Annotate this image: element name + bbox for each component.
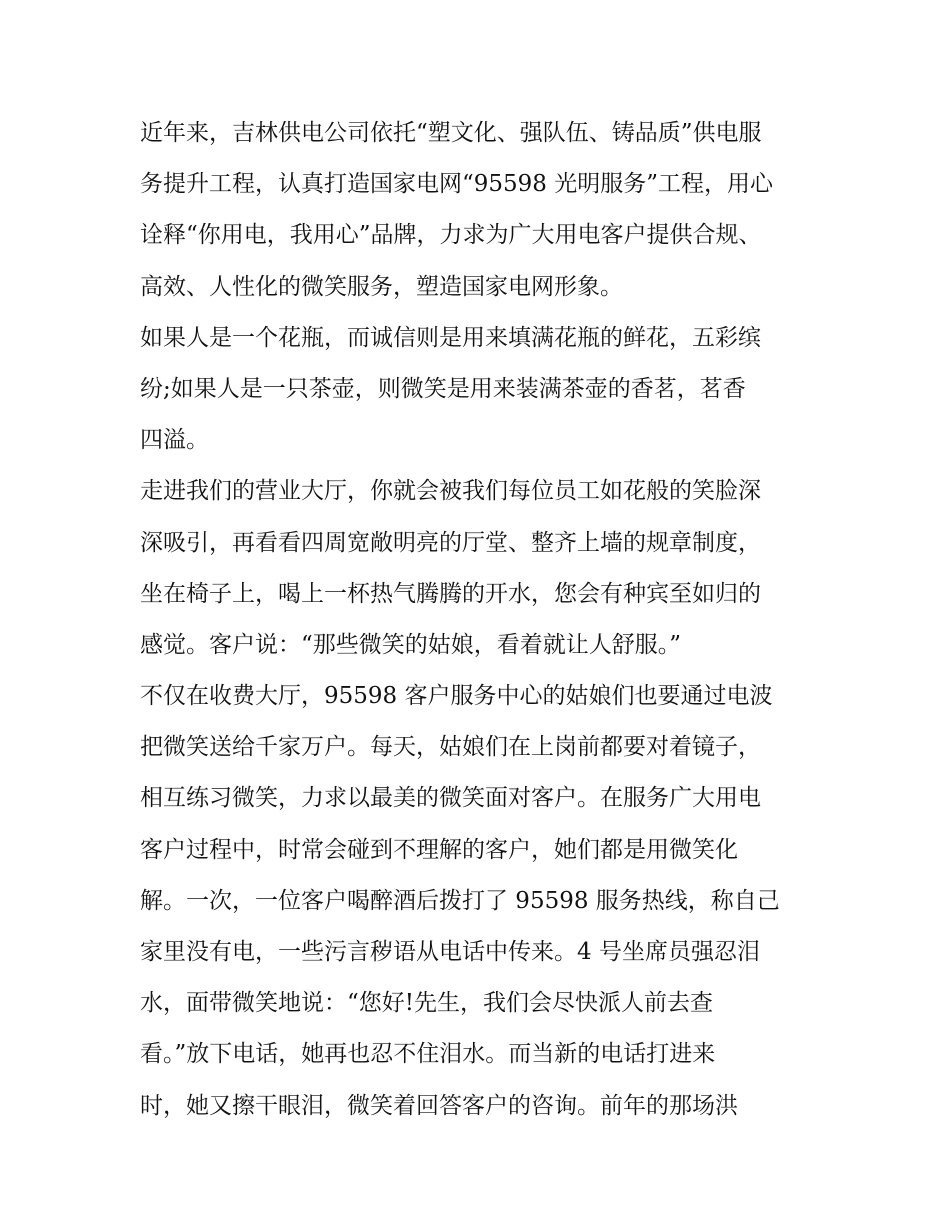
text-line-13: 把微笑送给千家万户。每天，姑娘们在上岗前都要对着镜子， (140, 734, 761, 761)
text-line-6: 纷;如果人是一只茶壶，则微笑是用来装满茶壶的香茗，茗香 (140, 375, 746, 402)
text-line-10: 坐在椅子上，喝上一杯热气腾腾的开水，您会有种宾至如归的 (140, 580, 761, 607)
text-line-1: 近年来，吉林供电公司依托“塑文化、强队伍、铸品质”供电服 (140, 120, 762, 146)
text-line-16: 解。一次，一位客户喝醉酒后拨打了 95598 服务热线，称自己 (140, 887, 780, 914)
text-line-14: 相互练习微笑，力求以最美的微笑面对客户。在服务广大用电 (140, 785, 761, 812)
body-text (140, 108, 840, 1132)
text-line-7: 四溢。 (140, 427, 209, 454)
text-line-11: 感觉。客户说：“那些微笑的姑娘，看着就让人舒服。” (140, 631, 682, 658)
text-line-2: 务提升工程，认真打造国家电网“95598 光明服务”工程，用心 (140, 171, 773, 198)
text-line-5: 如果人是一个花瓶，而诚信则是用来填满花瓶的鲜花，五彩缤 (140, 324, 761, 351)
text-line-20: 时，她又擦干眼泪，微笑着回答客户的咨询。前年的那场洪 (140, 1092, 738, 1119)
text-line-9: 深吸引，再看看四周宽敞明亮的厅堂、整齐上墙的规章制度， (140, 529, 761, 556)
text-line-4: 高效、人性化的微笑服务，塑造国家电网形象。 (140, 273, 623, 300)
text-line-3: 诠释“你用电，我用心”品牌，力求为广大用电客户提供合规、 (140, 222, 762, 249)
text-line-18: 水，面带微笑地说：“您好!先生，我们会尽快派人前去查 (140, 990, 714, 1017)
text-line-12: 不仅在收费大厅，95598 客户服务中心的姑娘们也要通过电波 (140, 683, 773, 710)
text-line-15: 客户过程中，时常会碰到不理解的客户，她们都是用微笑化 (140, 836, 738, 863)
text-line-8: 走进我们的营业大厅，你就会被我们每位员工如花般的笑脸深 (140, 478, 761, 505)
text-line-19: 看。”放下电话，她再也忍不住泪水。而当新的电话打进来 (140, 1041, 716, 1068)
text-line-17: 家里没有电，一些污言秽语从电话中传来。4 号坐席员强忍泪 (140, 939, 760, 965)
